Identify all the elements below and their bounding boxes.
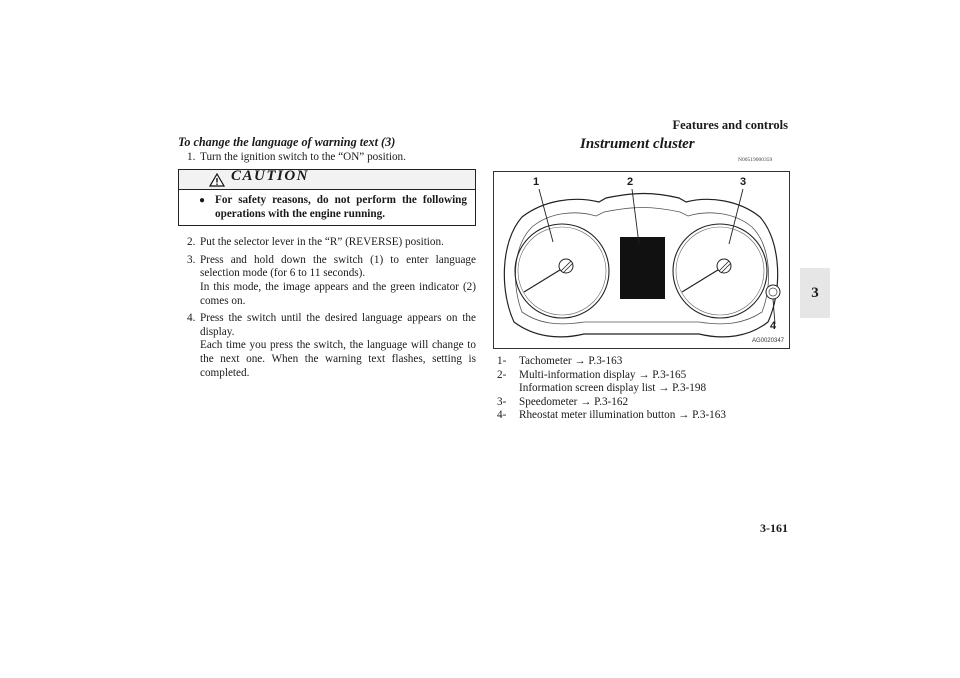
instrument-cluster-figure	[493, 171, 790, 349]
rheostat-button	[766, 285, 780, 299]
caution-body	[179, 190, 475, 221]
header-title: Features and controls	[672, 118, 788, 132]
leader-line-3	[729, 189, 743, 244]
step-3	[178, 254, 476, 308]
legend-item-multi-information-display	[497, 369, 797, 396]
legend-subtext: Information screen display list → P.3-198	[519, 382, 707, 395]
step-text: Press and hold down the switch (1) to enter language selection mode (for 6 to 11 seconds).	[200, 253, 476, 280]
legend-text: Tachometer → P.3-163	[519, 355, 623, 367]
step-2	[178, 236, 476, 250]
legend-item-speedometer	[497, 396, 797, 410]
legend-number: 3-	[497, 395, 507, 408]
step-note: In this mode, the image appears and the green indicator (2) comes on.	[200, 280, 476, 307]
legend-text: Multi-information display → P.3-165	[519, 368, 687, 381]
multi-information-display	[620, 237, 665, 299]
step-4	[178, 312, 476, 380]
step-note: Each time you press the switch, the language will change to the next one. When the warning text flashes, setting is completed.	[200, 339, 476, 379]
figure-label-3: 3	[740, 176, 747, 188]
figure-code: AG0020347	[751, 338, 784, 344]
legend-text: Speedometer → P.3-162	[519, 395, 629, 408]
step-number: 4.	[187, 312, 196, 325]
step-number: 1.	[187, 150, 196, 163]
step-text: Put the selector lever in the “R” (REVERSE) position.	[200, 236, 444, 249]
caution-title: CAUTION	[231, 168, 310, 185]
document-code: N00519000359	[738, 157, 773, 163]
chapter-tab: 3	[800, 268, 830, 318]
warning-triangle-icon	[209, 173, 225, 187]
legend-item-tachometer	[497, 355, 797, 369]
page-number: 3-161	[760, 521, 788, 535]
figure-label-2: 2	[627, 176, 634, 188]
figure-label-4: 4	[770, 320, 777, 332]
instrument-cluster-illustration	[494, 172, 789, 348]
legend-number: 1-	[497, 355, 507, 367]
legend-number: 4-	[497, 409, 507, 422]
step-number: 2.	[187, 236, 196, 249]
leader-line-1	[539, 189, 553, 242]
bullet-icon: ●	[199, 195, 206, 207]
caution-text: For safety reasons, do not perform the following operations with the engine running.	[215, 194, 467, 220]
legend-item-rheostat-button	[497, 409, 797, 423]
section-heading: To change the language of warning text (3)	[178, 135, 396, 149]
caution-box	[178, 169, 476, 226]
figure-label-1: 1	[533, 176, 540, 188]
left-column	[178, 136, 476, 384]
figure-legend	[497, 355, 797, 423]
step-1	[178, 151, 476, 165]
section-heading-instrument-cluster: Instrument cluster	[580, 136, 695, 152]
step-text: Press the switch until the desired language appears on the display.	[200, 312, 476, 338]
legend-text: Rheostat meter illumination button → P.3-163	[519, 409, 726, 422]
step-text: Turn the ignition switch to the “ON” position.	[200, 150, 406, 163]
legend-number: 2-	[497, 368, 507, 381]
leader-line-2	[632, 189, 639, 244]
step-number: 3.	[187, 253, 196, 266]
caution-header	[179, 170, 475, 190]
